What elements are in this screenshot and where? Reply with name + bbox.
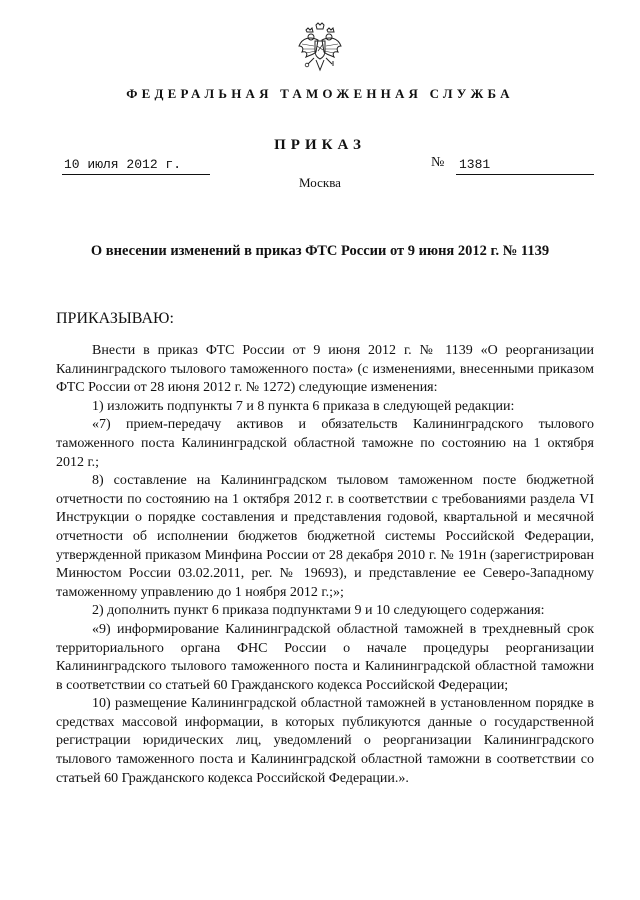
paragraph-subitem-10: 10) размещение Калининградской областной таможней в установленном порядке в средствах массовой информации, в которых публикуются данные о государственной регистрации юридических лиц, уведомлений о реорганизации Калининградского тылового таможенного поста и Калининградской областной таможни в соответствии со статьей 60 Гражданского кодекса Российской Федерации.».: [56, 696, 594, 786]
paragraph-subitem-9: «9) информирование Калининградской областной таможней в трехдневный срок территориального органа ФНС России о начале процедуры реорганизации Калининградского тылового таможенного поста и Калининградской областной таможни в соответствии со статьей 60 Гражданского кодекса Российской Федерации;: [56, 621, 594, 693]
paragraph-intro: Внести в приказ ФТС России от 9 июня 2012 г. № 1139 «О реорганизации Калининградского тылового таможенного поста» (с изменениями, внесенными приказом ФТС России от 28 июня 2012 г. № 1272) следующие изменения:: [56, 343, 594, 396]
paragraph-subitem-8: 8) составление на Калининградском тыловом таможенном посте бюджетной отчетности по состоянию на 1 октября 2012 г. в соответствии с требованиями раздела VI Инструкции о порядке составления и представления годовой, квартальной и месячной отчетности об исполнении бюджетов бюджетной системы Российской Федерации, утвержденной приказом Минфина России от 28 декабря 2010 г. № 191н (зарегистрирован Минюстом России 03.02.2011, рег. № 19693), и представление ее Северо-Западному таможенному управлению до 1 ноября 2012 г.;»;: [56, 473, 594, 600]
order-number-label: №: [431, 155, 445, 170]
document-type-heading: ПРИКАЗ: [274, 137, 366, 153]
paragraph-subitem-7: «7) прием-передачу активов и обязательств Калининградского тылового таможенного поста Калининградской областной таможне по состоянию на 1 октября 2012 г.;: [56, 417, 594, 470]
order-number: 1381: [456, 157, 594, 175]
order-subject: О внесении изменений в приказ ФТС России от 9 июня 2012 г. № 1139: [90, 243, 550, 259]
paragraph-item-2: 2) дополнить пункт 6 приказа подпунктами 9 и 10 следующего содержания:: [92, 603, 545, 619]
paragraph-item-1: 1) изложить подпункты 7 и 8 пункта 6 приказа в следующей редакции:: [92, 398, 515, 414]
agency-title: ФЕДЕРАЛЬНАЯ ТАМОЖЕННАЯ СЛУЖБА: [126, 86, 514, 101]
decree-word: ПРИКАЗЫВАЮ:: [56, 310, 174, 327]
issue-city: Москва: [299, 175, 341, 190]
order-body: [56, 342, 594, 788]
double-headed-eagle-emblem-icon: [296, 22, 344, 74]
order-date: 10 июля 2012 г.: [62, 157, 210, 175]
